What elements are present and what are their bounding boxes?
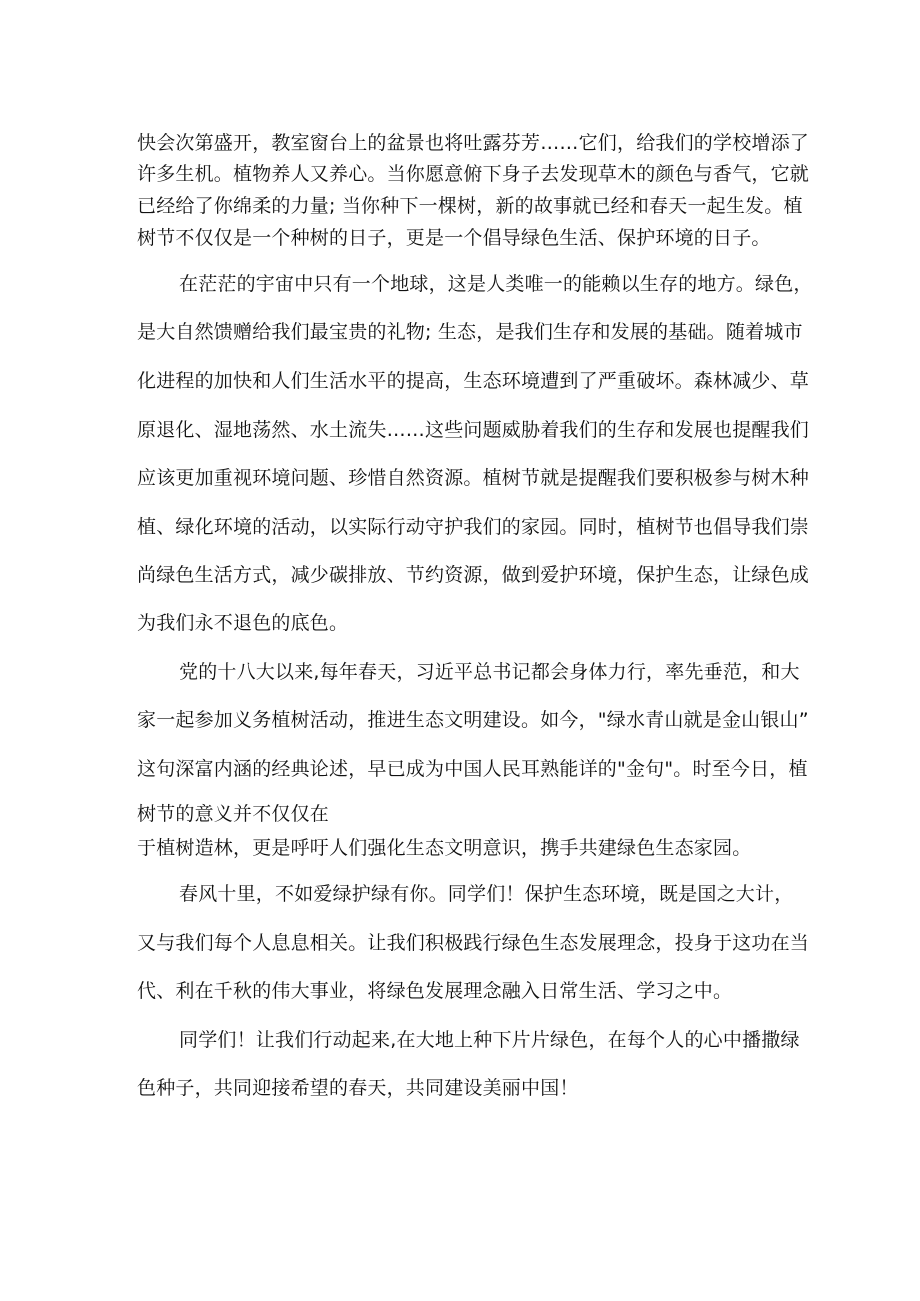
paragraph-line: 于植树造林，更是呼吁人们强化生态文明意识，携手共建绿色生态家园。: [137, 837, 752, 859]
paragraph-line: 春风十里，不如爱绿护绿有你。同学们！保护生态环境，既是国之大计，: [179, 883, 794, 905]
paragraph-line: 应该更加重视环境问题、珍惜自然资源。植树节就是提醒我们要积极参与树木种: [137, 467, 810, 489]
paragraph-line: 党的十八大以来,每年春天，习近平总书记都会身体力行，率先垂范，和大: [179, 661, 800, 683]
paragraph-line: 又与我们每个人息息相关。让我们积极践行绿色生态发展理念，投身于这功在当: [137, 932, 810, 954]
paragraph-line: 家一起参加义务植树活动，推进生态文明建设。如今，"绿水青山就是金山银山”: [137, 709, 809, 731]
paragraph-line: 树节不仅仅是一个种树的日子，更是一个倡导绿色生活、保护环境的日子。: [137, 227, 771, 249]
paragraph-line: 同学们！让我们行动起来,在大地上种下片片绿色，在每个人的心中播撒绿: [179, 1029, 800, 1051]
paragraph-line: 许多生机。植物养人又养心。当你愿意俯下身子去发现草木的颜色与香气，它就: [137, 163, 810, 185]
paragraph-line: 树节的意义并不仅仅在: [137, 803, 330, 825]
paragraph-line: 在茫茫的宇宙中只有一个地球，这是人类唯一的能赖以生存的地方。绿色，: [179, 273, 813, 295]
paragraph-line: 为我们永不退色的底色。: [137, 612, 349, 634]
paragraph-line: 色种子，共同迎接希望的春天，共同建设美丽中国！: [137, 1077, 579, 1099]
paragraph-line: 尚绿色生活方式，减少碳排放、节约资源，做到爱护环境，保护生态，让绿色成: [137, 564, 810, 586]
paragraph-line: 原退化、湿地荡然、水土流失……这些问题威胁着我们的生存和发展也提醒我们: [137, 419, 810, 441]
paragraph-line: 已经给了你绵柔的力量; 当你种下一棵树，新的故事就已经和春天一起生发。植: [137, 195, 803, 217]
paragraph-line: 化进程的加快和人们生活水平的提高，生态环境遭到了严重破坏。森林减少、草: [137, 370, 810, 392]
paragraph-line: 这句深富内涵的经典论述，早已成为中国人民耳熟能详的"金句"。时至今日，植: [137, 758, 808, 780]
paragraph-line: 代、利在千秋的伟大事业，将绿色发展理念融入日常生活、学习之中。: [137, 980, 733, 1002]
paragraph-line: 植、绿化环境的活动，以实际行动守护我们的家园。同时，植树节也倡导我们崇: [137, 516, 810, 538]
paragraph-line: 快会次第盛开，教室窗台上的盆景也将吐露芬芳……它们，给我们的学校增添了: [137, 132, 810, 154]
paragraph-line: 是大自然馈赠给我们最宝贵的礼物; 生态，是我们生存和发展的基础。随着城市: [137, 321, 803, 343]
